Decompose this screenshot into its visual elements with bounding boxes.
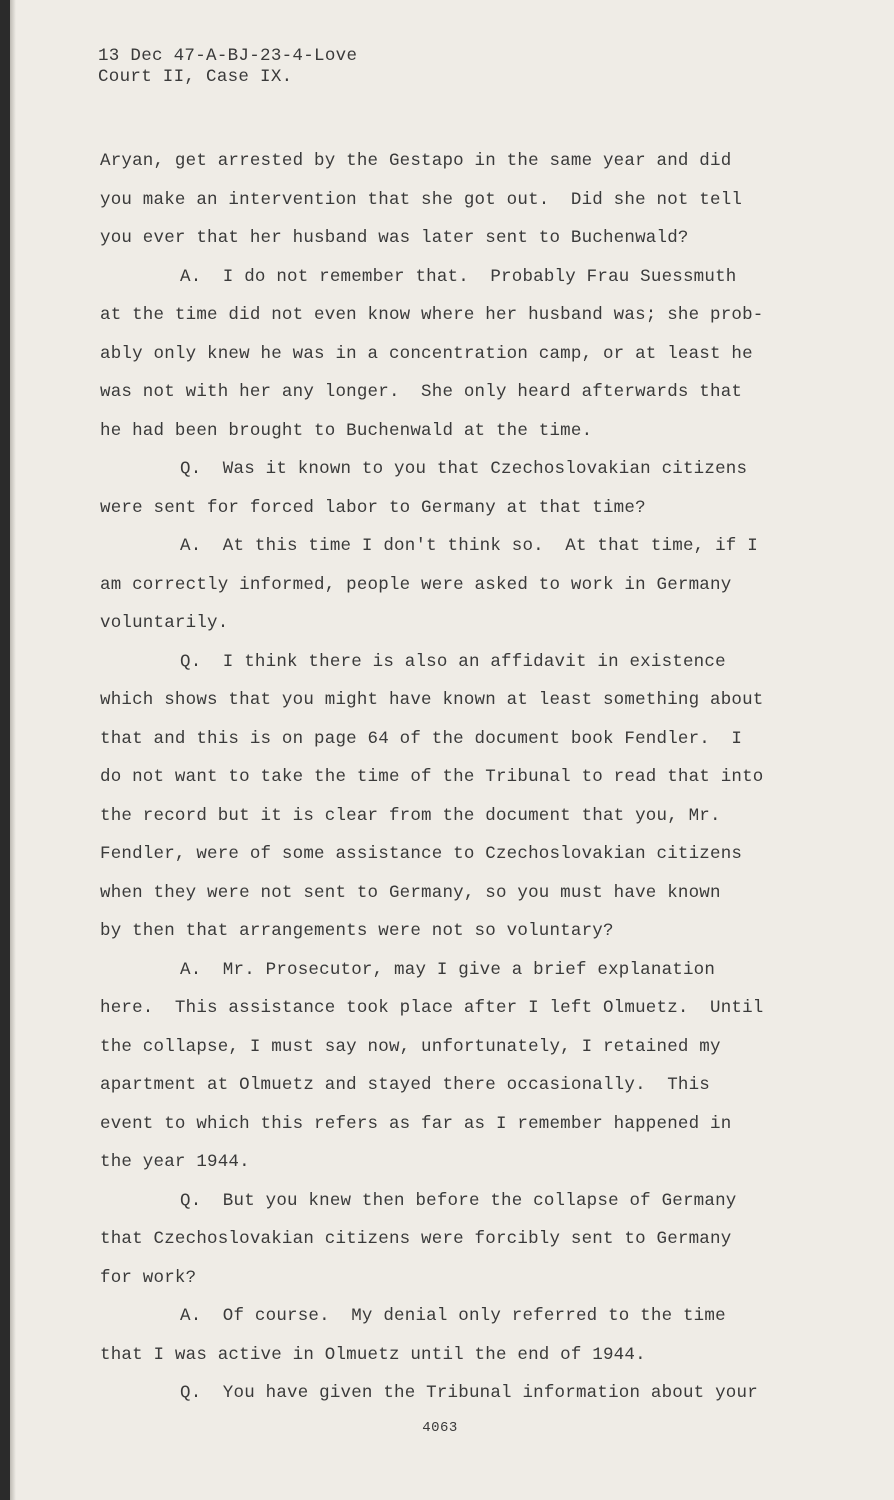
answer-line: A. At this time I don't think so. At that time, if I <box>180 536 758 556</box>
text-line: when they were not sent to Germany, so you must have known <box>100 882 721 903</box>
text-line: you ever that her husband was later sent to Buchenwald? <box>100 228 689 248</box>
text-line: the collapse, I must say now, unfortunately, I retained my <box>100 1036 721 1057</box>
text-line: that and this is on page 64 of the document book Fendler. I <box>100 728 743 749</box>
text-line: event to which this refers as far as I remember happened in <box>100 1113 732 1134</box>
text-line: ably only knew he was in a concentration camp, or at least he <box>100 343 753 364</box>
question-line: Q. But you knew then before the collapse of Germany <box>180 1190 737 1211</box>
text-line: at the time did not even know where her husband was; she prob- <box>100 305 764 325</box>
text-line: he had been brought to Buchenwald at the time. <box>100 420 593 441</box>
answer-line: A. Of course. My denial only referred to the time <box>180 1306 726 1326</box>
text-line: by then that arrangements were not so voluntary? <box>100 921 614 941</box>
answer-line: A. Mr. Prosecutor, may I give a brief explanation <box>180 959 716 980</box>
header-court-case: Court II, Case IX. <box>98 67 293 87</box>
text-line: were sent for forced labor to Germany at that time? <box>100 497 646 518</box>
page-edge-shadow <box>10 0 16 1500</box>
answer-line: A. I do not remember that. Probably Frau Suessmuth <box>180 266 737 287</box>
text-line: the record but it is clear from the document that you, Mr. <box>100 805 721 826</box>
text-line: that Czechoslovakian citizens were forcibly sent to Germany <box>100 1229 732 1249</box>
text-line: Fendler, were of some assistance to Czechoslovakian citizens <box>100 844 743 864</box>
header-reference: 13 Dec 47-A-BJ-23-4-Love <box>98 46 358 66</box>
text-line: do not want to take the time of the Tribunal to read that into <box>100 767 764 787</box>
text-line: am correctly informed, people were asked to work in Germany <box>100 574 732 595</box>
page-number: 4063 <box>422 1420 458 1436</box>
text-line: you make an intervention that she got out. Did she not tell <box>100 189 743 210</box>
document-page <box>10 0 894 1500</box>
text-line: apartment at Olmuetz and stayed there occasionally. This <box>100 1075 710 1095</box>
question-line: Q. Was it known to you that Czechoslovakian citizens <box>180 459 748 479</box>
text-line: Aryan, get arrested by the Gestapo in the same year and did <box>100 151 732 171</box>
question-line: Q. I think there is also an affidavit in existence <box>180 651 726 672</box>
text-line: which shows that you might have known at least something about <box>100 690 764 710</box>
text-line: that I was active in Olmuetz until the end of 1944. <box>100 1344 646 1365</box>
document-header <box>98 46 357 88</box>
question-line: Q. You have given the Tribunal information about your <box>180 1383 758 1403</box>
text-line: for work? <box>100 1267 197 1288</box>
text-line: here. This assistance took place after I left Olmuetz. Until <box>100 998 764 1018</box>
text-line: voluntarily. <box>100 613 229 633</box>
text-line: was not with her any longer. She only heard afterwards that <box>100 382 743 402</box>
text-line: the year 1944. <box>100 1152 250 1172</box>
transcript-body <box>100 142 820 1413</box>
